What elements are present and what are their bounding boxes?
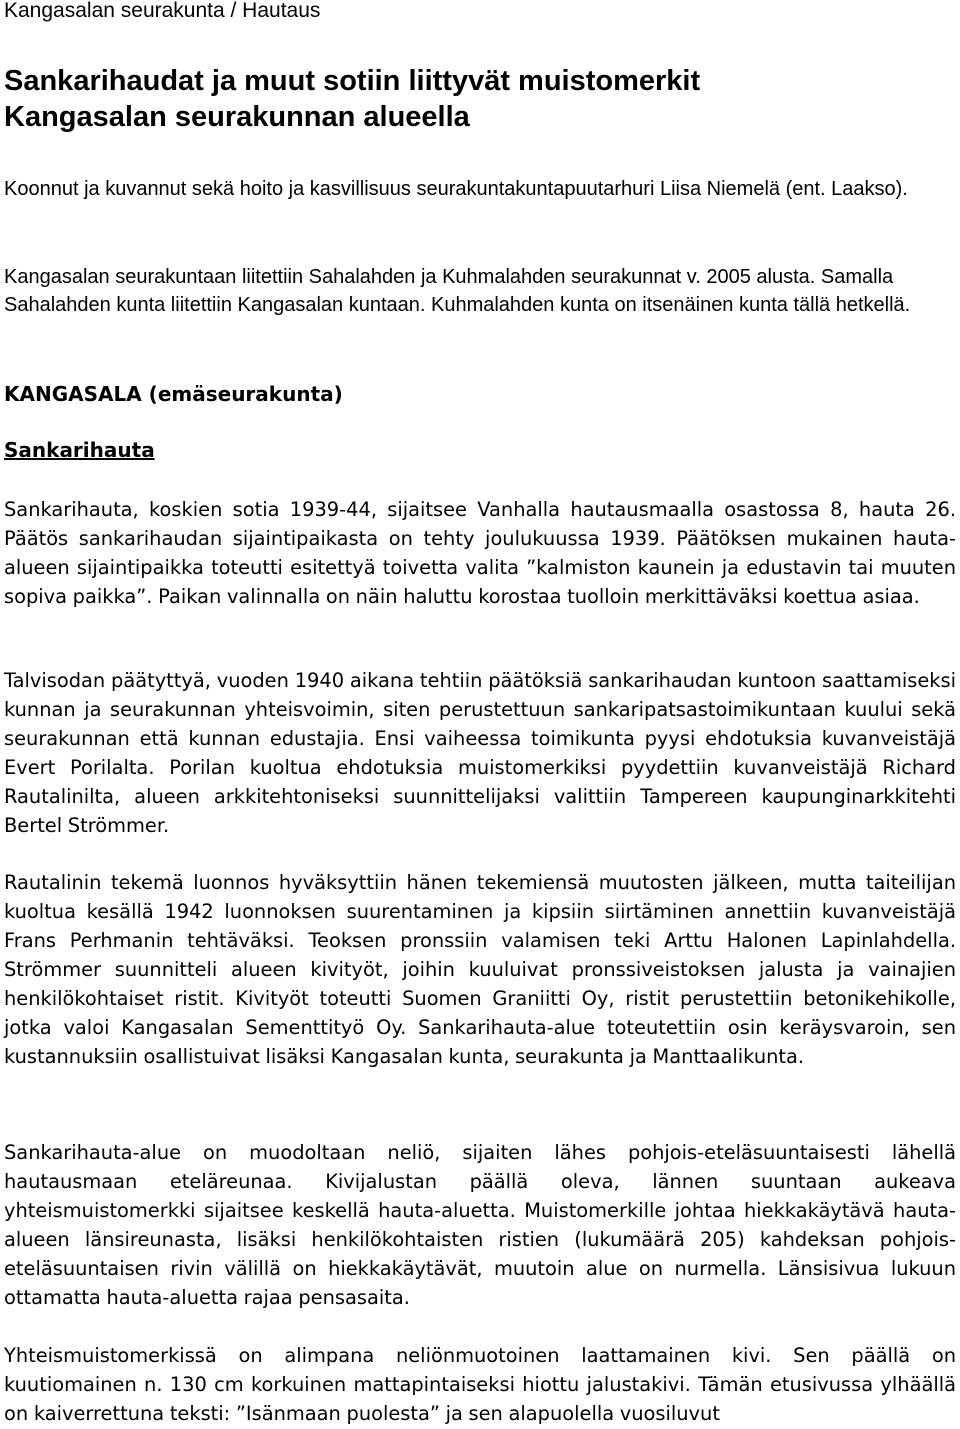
intro-merger-note: Kangasalan seurakuntaan liitettiin Sahalahden ja Kuhmalahden seurakunnat v. 2005 alusta. Samalla Sahalahden kunta liitettiin Kangasalan kuntaan. Kuhmalahden kunta on itsenäinen kunta tällä hetkellä. [4,266,911,316]
paragraph-location: Sankarihauta, koskien sotia 1939-44, sijaitsee Vanhalla hautausmaalla osastossa 8, hauta 26. Päätös sankarihaudan sijaintipaikasta on tehty joulukuussa 1939. Päätöksen mukainen hauta-alueen sijaintipaikka toteutti esitettyä toivetta valita ”kalmiston kaunein ja edustavin tai muuten sopiva paikka”. Paikan valinnalla on näin haluttu korostaa tuolloin merkittäväksi koettua asiaa. [4,498,956,608]
page-header-breadcrumb: Kangasalan seurakunta / Hautaus [4,0,321,22]
document-title-line-2: Kangasalan seurakunnan alueella [4,101,470,133]
document-title-line-1: Sankarihaudat ja muut sotiin liittyvät muistomerkit [4,65,701,97]
paragraph-committee: Talvisodan päätyttyä, vuoden 1940 aikana tehtiin päätöksiä sankarihaudan kuntoon saattamiseksi kunnan ja seurakunnan yhteisvoimin, siten perustettuun sankaripatsastoimikuntaan kuului sekä seurakunnan että kunnan edustajia. Ensi vaiheessa toimikunta pyysi ehdotuksia kuvanveistäjä Evert Porilalta. Porilan kuoltua ehdotuksia muistomerkiksi pyydettiin kuvanveistäjä Richard Rautalinilta, alueen arkkitehtoniseksi suunnittelijaksi valittiin Tampereen kaupunginarkkitehti Bertel Strömmer. [4,669,956,837]
section-heading: KANGASALA (emäseurakunta) [4,382,343,406]
intro-compiler-note: Koonnut ja kuvannut sekä hoito ja kasvillisuus seurakuntakuntapuutarhuri Liisa Niemelä (ent. Laakso). [4,178,908,200]
paragraph-monument: Yhteismuistomerkissä on alimpana neliönmuotoinen laattamainen kivi. Sen päällä on kuutiomainen n. 130 cm korkuinen mattapintaiseksi hiottu jalustakivi. Tämän etusivussa ylhäällä on kaiverrettuna teksti: ”Isänmaan puolesta” ja sen alapuolella vuosiluvut [4,1344,956,1425]
subsection-heading: Sankarihauta [4,438,155,462]
paragraph-layout: Sankarihauta-alue on muodoltaan neliö, sijaiten lähes pohjois-eteläsuuntaisesti lähellä hautausmaan eteläreunaa. Kivijalustan päällä oleva, lännen suuntaan aukeava yhteismuistomerkki sijaitsee keskellä hauta-aluetta. Muistomerkille johtaa hiekkakäytävä hauta-alueen länsireunasta, lisäksi henkilökohtaisten ristien (lukumäärä 205) kahdeksan pohjois-eteläsuuntaisen rivin välillä on hiekkakäytävät, muutoin alue on nurmella. Länsisivua lukuun ottamatta hauta-aluetta rajaa pensasaita. [4,1141,956,1309]
paragraph-sculpture: Rautalinin tekemä luonnos hyväksyttiin hänen tekemiensä muutosten jälkeen, mutta taiteilijan kuoltua kesällä 1942 luonnoksen suurentaminen ja kipsiin siirtäminen annettiin kuvanveistäjä Frans Perhmanin tehtäväksi. Teoksen pronssiin valamisen teki Arttu Halonen Lapinlahdella. Strömmer suunnitteli alueen kivityöt, joihin kuuluivat pronssiveistoksen jalusta ja vainajien henkilökohtaiset ristit. Kivityöt toteutti Suomen Graniitti Oy, ristit perustettiin betonikehikolle, jotka valoi Kangasalan Sementtityö Oy. Sankarihauta-alue toteutettiin osin keräysvaroin, sen kustannuksiin osallistuivat lisäksi Kangasalan kunta, seurakunta ja Manttaalikunta. [4,871,956,1068]
document-title [4,63,944,135]
